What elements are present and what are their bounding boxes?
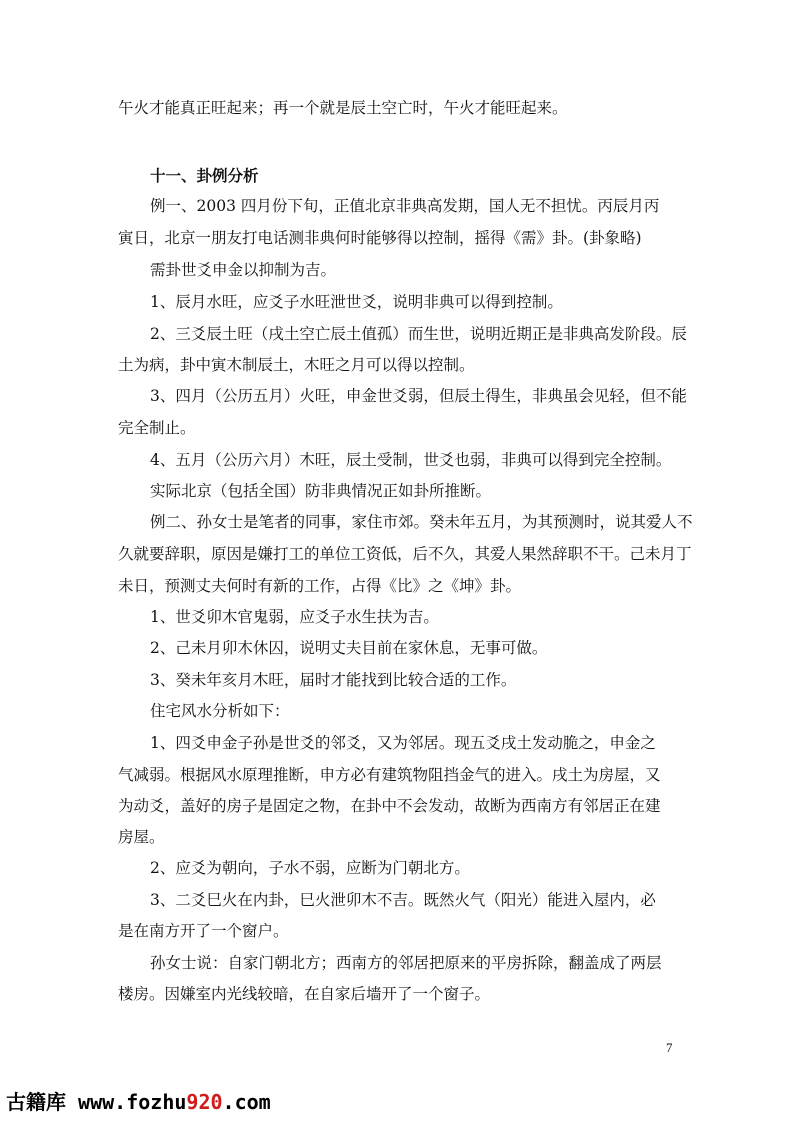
text-line-27: 孙女士说：自家门朝北方；西南方的邻居把原来的平房拆除，翻盖成了两层 — [150, 954, 662, 972]
watermark-url-number: 920 — [186, 1090, 223, 1114]
text-line-1: 午火才能真正旺起来；再一个就是辰土空亡时，午火才能旺起来。 — [118, 99, 568, 117]
text-line-4: 寅日，北京一朋友打电话测非典何时能够得以控制，摇得《需》卦。(卦象略) — [118, 229, 642, 247]
text-line-24: 2、应爻为朝向，子水不弱，应断为门朝北方。 — [150, 859, 470, 877]
text-line-25: 3、二爻巳火在内卦，巳火泄卯木不吉。既然火气（阳光）能进入屋内，必 — [150, 891, 656, 909]
text-line-28: 楼房。因嫌室内光线较暗，在自家后墙开了一个窗子。 — [118, 985, 491, 1003]
text-line-20: 1、四爻申金子孙是世爻的邻爻，又为邻居。现五爻戌土发动脆之，申金之 — [150, 734, 656, 752]
text-line-11: 4、五月（公历六月）木旺，辰土受制，世爻也弱，非典可以得到完全控制。 — [150, 451, 672, 469]
text-line-26: 是在南方开了一个窗户。 — [118, 922, 289, 940]
page-number: 7 — [666, 1040, 673, 1055]
section-heading: 十一、卦例分析 — [150, 167, 259, 185]
site-watermark — [6, 1089, 271, 1115]
text-line-16: 1、世爻卯木官鬼弱，应爻子水生扶为吉。 — [150, 608, 439, 626]
text-line-14: 久就要辞职，原因是嫌打工的单位工资低，后不久，其爱人果然辞职不干。己未月丁 — [118, 545, 692, 563]
watermark-chinese: 古籍库 — [6, 1090, 66, 1114]
text-line-8: 土为病，卦中寅木制辰土，木旺之月可以得以控制。 — [118, 356, 475, 374]
watermark-url-prefix: www.fozhu — [66, 1090, 187, 1114]
text-line-21: 气减弱。根据风水原理推断，申方必有建筑物阻挡金气的进入。戌土为房屋，又 — [118, 766, 661, 784]
text-line-3: 例一、2003 四月份下旬，正值北京非典高发期，国人无不担忧。丙辰月丙 — [150, 197, 660, 215]
text-line-13: 例二、孙女士是笔者的同事，家住市郊。癸未年五月，为其预测时，说其爱人不 — [150, 513, 693, 531]
watermark-url-suffix: .com — [222, 1090, 271, 1114]
text-line-17: 2、己未月卯木休囚，说明丈夫目前在家休息，无事可做。 — [150, 639, 548, 657]
text-line-9: 3、四月（公历五月）火旺，申金世爻弱，但辰土得生，非典虽会见轻，但不能 — [150, 387, 687, 405]
text-line-15: 未日，预测丈夫何时有新的工作，占得《比》之《坤》卦。 — [118, 577, 522, 595]
text-line-10: 完全制止。 — [118, 419, 196, 437]
text-line-5: 需卦世爻申金以抑制为吉。 — [150, 261, 337, 279]
text-line-19: 住宅风水分析如下： — [150, 702, 290, 720]
text-line-6: 1、辰月水旺，应爻子水旺泄世爻，说明非典可以得到控制。 — [150, 293, 563, 311]
text-line-18: 3、癸未年亥月木旺，届时才能找到比较合适的工作。 — [150, 671, 517, 689]
text-line-12: 实际北京（包括全国）防非典情况正如卦所推断。 — [150, 482, 492, 500]
text-line-22: 为动爻，盖好的房子是固定之物，在卦中不会发动，故断为西南方有邻居正在建 — [118, 797, 661, 815]
text-line-7: 2、三爻辰土旺（戌土空亡辰土值孤）而生世，说明近期正是非典高发阶段。辰 — [150, 325, 687, 343]
text-line-23: 房屋。 — [118, 828, 165, 846]
